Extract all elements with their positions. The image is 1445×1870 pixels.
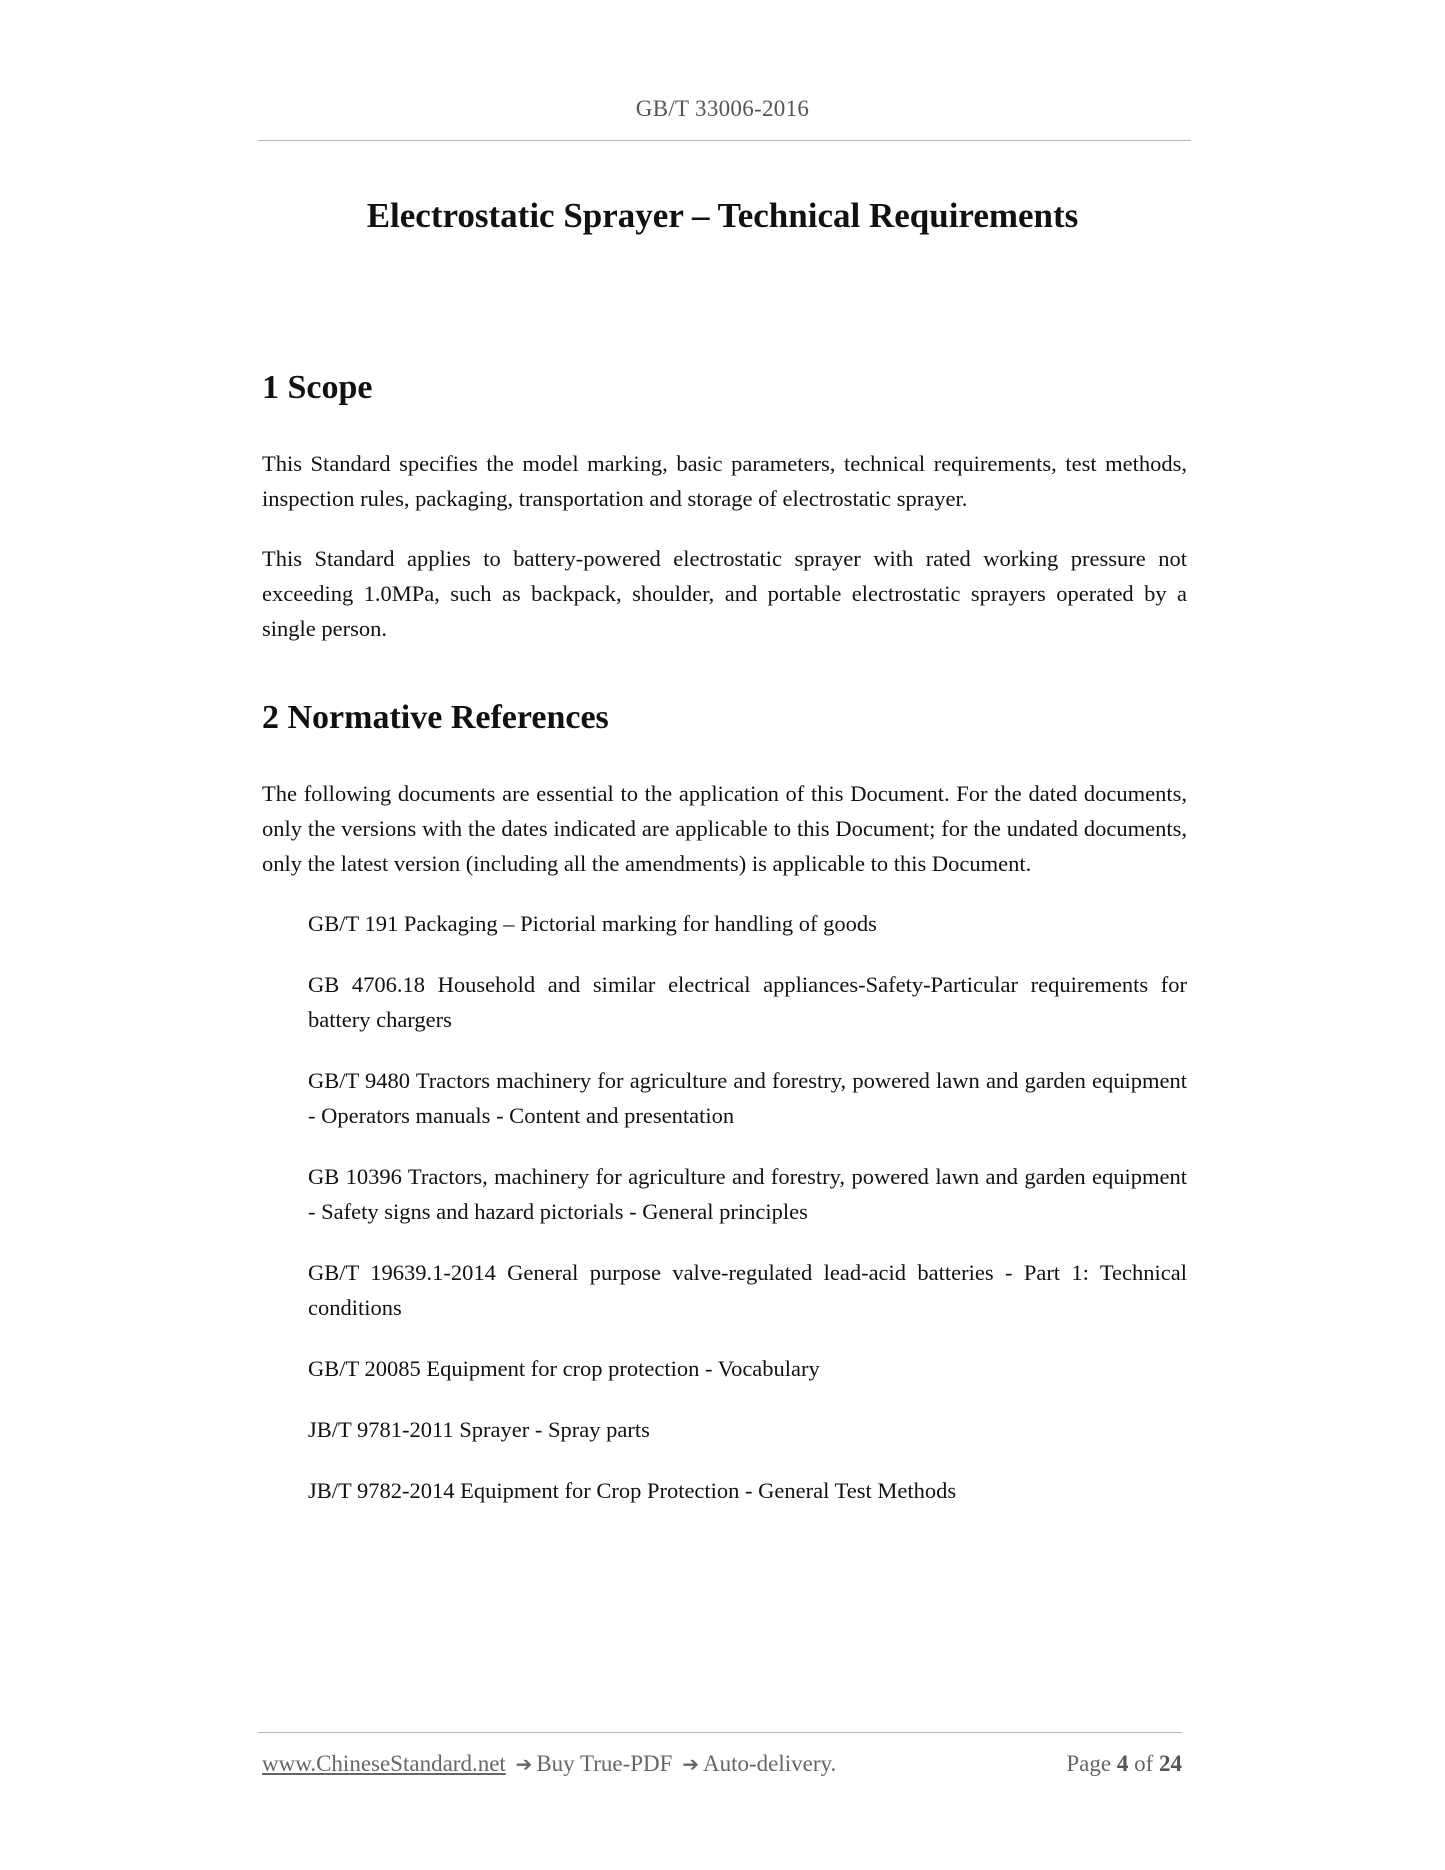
reference-item: GB 10396 Tractors, machinery for agriculture and forestry, powered lawn and garden equipment - Safety signs and hazard pictorials - General principles bbox=[308, 1164, 1187, 1224]
page-number: 4 bbox=[1116, 1751, 1129, 1776]
header-divider bbox=[258, 140, 1191, 141]
footer-divider bbox=[258, 1732, 1182, 1733]
reference-item: GB 4706.18 Household and similar electrical appliances-Safety-Particular requirements for battery chargers bbox=[308, 972, 1187, 1032]
footer-step-buy: Buy True-PDF bbox=[536, 1751, 673, 1776]
reference-item: JB/T 9781-2011 Sprayer - Spray parts bbox=[308, 1417, 650, 1442]
right-arrow-icon: ➔ bbox=[515, 1752, 533, 1776]
section-normative-references bbox=[262, 698, 1187, 1508]
reference-item: GB/T 20085 Equipment for crop protection - Vocabulary bbox=[308, 1356, 820, 1381]
document-body bbox=[262, 368, 1187, 1534]
scope-paragraph: This Standard applies to battery-powered electrostatic sprayer with rated working pressure not exceeding 1.0MPa, such as backpack, shoulder, and portable electrostatic sprayers operated by a single person. bbox=[262, 546, 1187, 641]
reference-item: GB/T 191 Packaging – Pictorial marking for handling of goods bbox=[308, 911, 877, 936]
document-title: Electrostatic Sprayer – Technical Requirements bbox=[366, 196, 1079, 235]
running-header: GB/T 33006-2016 bbox=[635, 96, 810, 121]
references-intro-paragraph: The following documents are essential to the application of this Document. For the dated documents, only the versions with the dates indicated are applicable to this Document; for the undated documents, only the latest version (including all the amendments) is applicable to this Document. bbox=[262, 781, 1187, 876]
page-indicator bbox=[1066, 1751, 1182, 1777]
scope-paragraph: This Standard specifies the model marking, basic parameters, technical requirements, test methods, inspection rules, packaging, transportation and storage of electrostatic sprayer. bbox=[262, 451, 1187, 511]
right-arrow-icon: ➔ bbox=[682, 1752, 699, 1776]
section-scope bbox=[262, 368, 1187, 646]
reference-item: GB/T 19639.1-2014 General purpose valve-regulated lead-acid batteries - Part 1: Technical conditions bbox=[308, 1260, 1187, 1320]
reference-item: GB/T 9480 Tractors machinery for agriculture and forestry, powered lawn and garden equipment - Operators manuals - Content and presentation bbox=[308, 1068, 1187, 1128]
reference-list bbox=[262, 906, 1187, 1508]
site-link[interactable]: www.ChineseStandard.net bbox=[262, 1751, 506, 1776]
footer-step-delivery: Auto-delivery. bbox=[702, 1751, 837, 1776]
reference-item: JB/T 9782-2014 Equipment for Crop Protection - General Test Methods bbox=[308, 1478, 957, 1503]
section-heading-normative-references: 2 Normative References bbox=[262, 699, 609, 736]
page-label: Page bbox=[1066, 1751, 1112, 1776]
total-pages: 24 bbox=[1159, 1751, 1182, 1776]
of-label: of bbox=[1134, 1751, 1154, 1776]
page-footer bbox=[262, 1751, 1182, 1777]
section-heading-scope: 1 Scope bbox=[262, 369, 373, 406]
